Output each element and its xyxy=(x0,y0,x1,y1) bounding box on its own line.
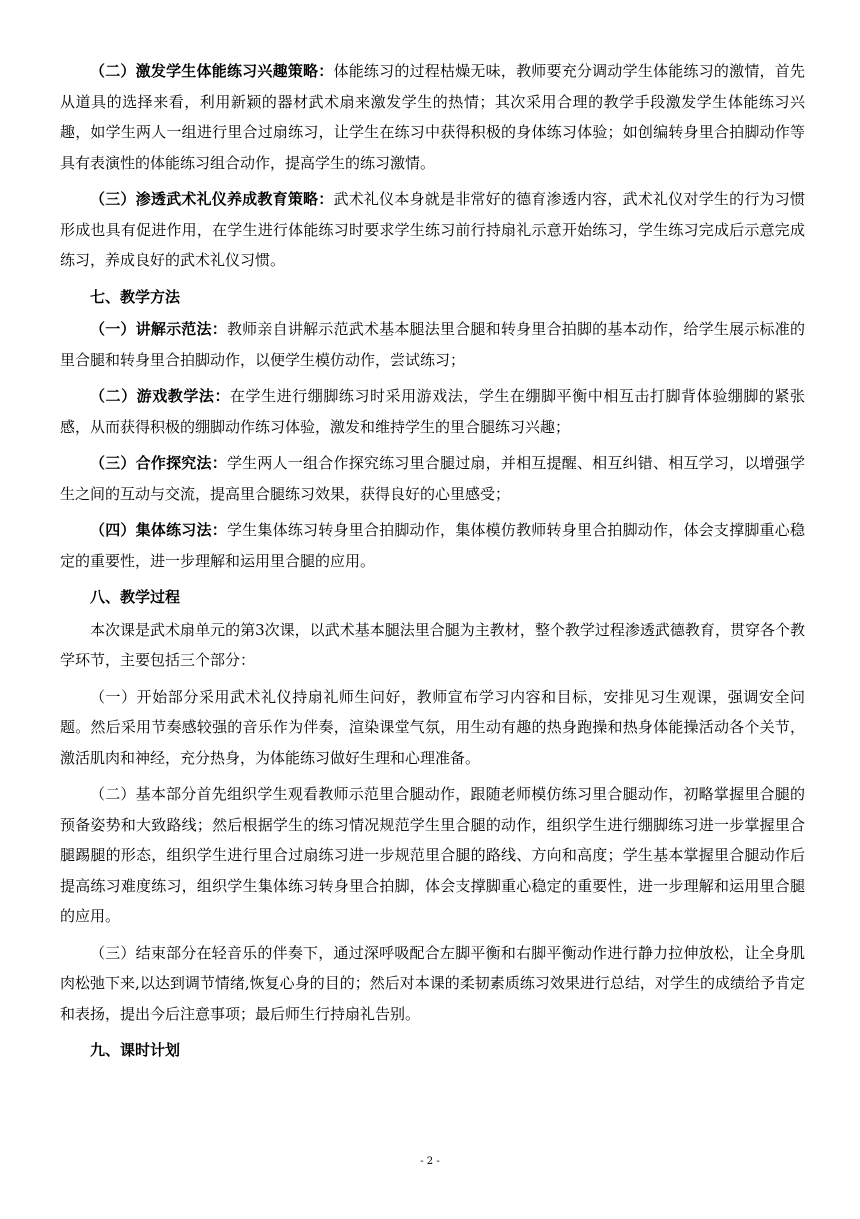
paragraph-text: 学生集体练习转身里合拍脚动作，集体模仿教师转身里合拍脚动作，体会支撑脚重心稳定的重要性，进一步理解和运用里合腿的应用。 xyxy=(60,521,805,570)
paragraph-text: （三）结束部分在轻音乐的伴奏下，通过深呼吸配合左脚平衡和右脚平衡动作进行静力拉伸放松，让全身肌肉松弛下来,以达到调节情绪,恢复心身的目的；然后对本课的柔韧素质练习效果进行总结，对学生的成绩给予肯定和表扬，提出今后注意事项；最后师生行持扇礼告别。 xyxy=(60,943,805,1023)
paragraph-text: 在学生进行绷脚练习时采用游戏法，学生在绷脚平衡中相互击打脚背体验绷脚的紧张感，从而获得积极的绷脚动作练习体验，激发和维持学生的里合腿练习兴趣； xyxy=(60,387,805,436)
document-body xyxy=(60,56,805,1068)
paragraph-process-part-3 xyxy=(60,938,805,1030)
paragraph-text: 本次课是武术扇单元的第3次课，以武术基本腿法里合腿为主教材，整个教学过程渗透武德教育，贯穿各个教学环节，主要包括三个部分： xyxy=(60,620,805,669)
paragraph-method-3 xyxy=(60,448,805,509)
section-heading-lesson-plan xyxy=(60,1035,805,1066)
paragraph-method-4 xyxy=(60,515,805,576)
paragraph-text: （一）开始部分采用武术礼仪持扇礼师生问好，教师宣布学习内容和目标，安排见习生观课，强调安全问题。然后采用节奏感较强的音乐作为伴奏，渲染课堂气氛，用生动有趣的热身跑操和热身体能操活动各个关节，激活肌肉和神经，充分热身，为体能练习做好生理和心理准备。 xyxy=(60,687,805,767)
paragraph-lead: （三）渗透武术礼仪养成教育策略： xyxy=(90,190,334,208)
section-heading-teaching-methods xyxy=(60,282,805,313)
paragraph-lead: （二）游戏教学法： xyxy=(90,387,230,405)
paragraph-lead: （一）讲解示范法： xyxy=(90,320,227,338)
paragraph-text: 武术礼仪本身就是非常好的德育渗透内容，武术礼仪对学生的行为习惯形成也具有促进作用，在学生进行体能练习时要求学生练习前行持扇礼示意开始练习，学生练习完成后示意完成练习，养成良好的武术礼仪习惯。 xyxy=(60,190,805,269)
paragraph-lead: （三）合作探究法： xyxy=(90,454,227,472)
heading-text: 八、教学过程 xyxy=(90,588,181,606)
paragraph-text: 教师亲自讲解示范武术基本腿法里合腿和转身里合拍脚的基本动作，给学生展示标准的里合腿和转身里合拍脚动作，以便学生模仿动作，尝试练习； xyxy=(60,320,805,369)
heading-text: 九、课时计划 xyxy=(90,1041,181,1059)
paragraph-text: 体能练习的过程枯燥无味，教师要充分调动学生体能练习的激情，首先从道具的选择来看，利用新颖的器材武术扇来激发学生的热情；其次采用合理的教学手段激发学生体能练习兴趣，如学生两人一组进行里合过扇练习，让学生在练习中获得积极的身体练习体验；如创编转身里合拍脚动作等具有表演性的体能练习组合动作，提高学生的练习激情。 xyxy=(60,62,805,172)
paragraph-process-intro xyxy=(60,615,805,676)
paragraph-strategy-3 xyxy=(60,184,805,276)
paragraph-text: 学生两人一组合作探究练习里合腿过扇，并相互提醒、相互纠错、相互学习，以增强学生之间的互动与交流，提高里合腿练习效果，获得良好的心里感受； xyxy=(60,454,805,503)
paragraph-process-part-1 xyxy=(60,682,805,774)
paragraph-lead: （二）激发学生体能练习兴趣策略： xyxy=(90,62,334,80)
paragraph-method-2 xyxy=(60,381,805,442)
page-number: - 2 - xyxy=(420,1156,440,1167)
paragraph-process-part-2 xyxy=(60,779,805,932)
section-heading-teaching-process xyxy=(60,582,805,613)
paragraph-method-1 xyxy=(60,314,805,375)
paragraph-lead: （四）集体练习法： xyxy=(90,521,227,539)
paragraph-text: （二）基本部分首先组织学生观看教师示范里合腿动作，跟随老师模仿练习里合腿动作，初略掌握里合腿的预备姿势和大致路线；然后根据学生的练习情况规范学生里合腿的动作，组织学生进行绷脚练习进一步掌握里合腿踢腿的形态，组织学生进行里合过扇练习进一步规范里合腿的路线、方向和高度；学生基本掌握里合腿动作后提高练习难度练习，组织学生集体练习转身里合拍脚，体会支撑脚重心稳定的重要性，进一步理解和运用里合腿的应用。 xyxy=(60,785,805,925)
heading-text: 七、教学方法 xyxy=(90,287,181,306)
paragraph-strategy-2 xyxy=(60,56,805,178)
